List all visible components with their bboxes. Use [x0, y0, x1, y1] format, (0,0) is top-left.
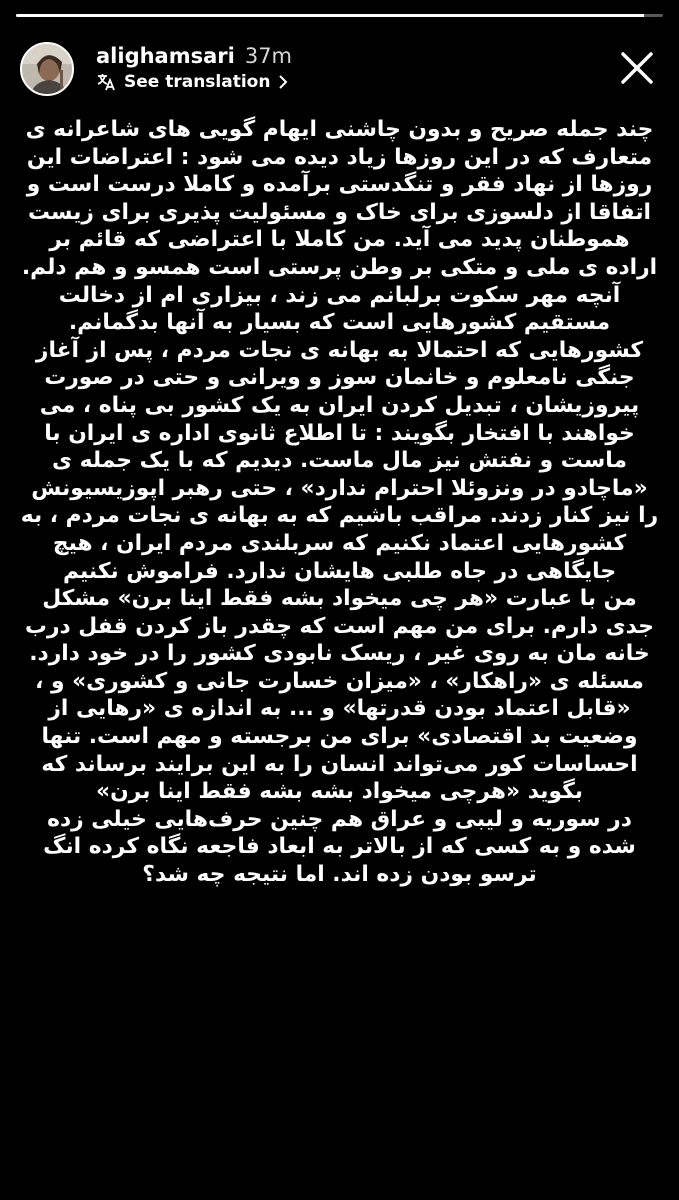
translate-icon	[96, 72, 116, 92]
story-progress-fill	[16, 14, 644, 17]
close-icon[interactable]	[615, 46, 659, 90]
avatar[interactable]	[20, 42, 74, 96]
chevron-right-icon	[278, 75, 288, 89]
see-translation-label[interactable]: See translation	[124, 72, 271, 92]
story-text-content	[20, 116, 659, 1190]
username[interactable]: alighamsari	[96, 44, 235, 68]
see-translation-link[interactable]	[96, 72, 288, 92]
paragraph: در سوریه و لیبی و عراق هم چنین حرف‌هایی خیلی زده شده و به کسی که از بالاتر به ابعاد فاجعه نگاه کرده انگ ترسو بودن زده اند. اما نتیجه چه شد؟	[43, 806, 636, 888]
post-time: 37m	[244, 44, 293, 68]
paragraph: چند جمله صریح و بدون چاشنی ایهام گویی های شاعرانه ی متعارف که در این روزها زیاد دیده می شود : اعتراضات این روزها از نهاد فقر و تنگدستی برآمده و کاملا درست است و اتفاقا از دلسوزی برای خاک و مسئولیت پذیری برای زیست هموطنان پدید می آید. من کاملا با اعتراضی که قائم بر اراده ی ملی و متکی بر وطن پرستی است همسو و هم دلم.	[21, 117, 658, 280]
username-row[interactable]	[96, 44, 292, 68]
profile-photo-icon	[22, 44, 74, 96]
paragraph: آنچه مهر سکوت برلبانم می زند ، بیزاری ام از دخالت مستقیم کشورهایی است که بسیار به آنها بدگمانم. کشورهایی که احتمالا به بهانه ی نجات مردم ، پس از آغاز جنگی نامعلوم و خانمان سوز و ویرانی و حتی در صورت پیروزیشان ، تبدیل کردن ایران به یک کشور بی پناه ، می خواهند با افتخار بگویند : تا اطلاع ثانوی اداره ی ایران با ماست و نفتش نیز مال ماست. دیدیم که با یک جمله ی «ماچادو در ونزوئلا احترام ندارد» ، حتی رهبر اپوزیسیونش را نیز کنار زدند. مراقب باشیم که به بهانه ی نجات مردم ، به کشورهایی اعتماد نکنیم که سربلندی مردم ایران ، هیچ جایگاهی در جاه طلبی هایشان ندارد. فراموش نکنیم	[20, 282, 659, 584]
paragraph: مسئله ی «راهکار» ، «میزان خسارت جانی و کشوری» و ، «قابل اعتماد بودن قدرتها» و ... به اندازه ی «رهایی از وضعیت بد اقتصادی» برای من برجسته و مهم است. تنها احساسات کور می‌تواند انسان را به این برایند برساند که بگوید «هرچی میخواد بشه بشه فقط اینا برن»	[35, 668, 644, 805]
story-progress-bar	[16, 14, 663, 17]
story-header	[20, 38, 659, 98]
paragraph: من با عبارت «هر چی میخواد بشه فقط اینا برن» مشکل جدی دارم. برای من مهم است که چقدر باز کردن قفل درب خانه مان به روی غیر ، ریسک نابودی کشور را در خود دارد.	[25, 586, 654, 667]
